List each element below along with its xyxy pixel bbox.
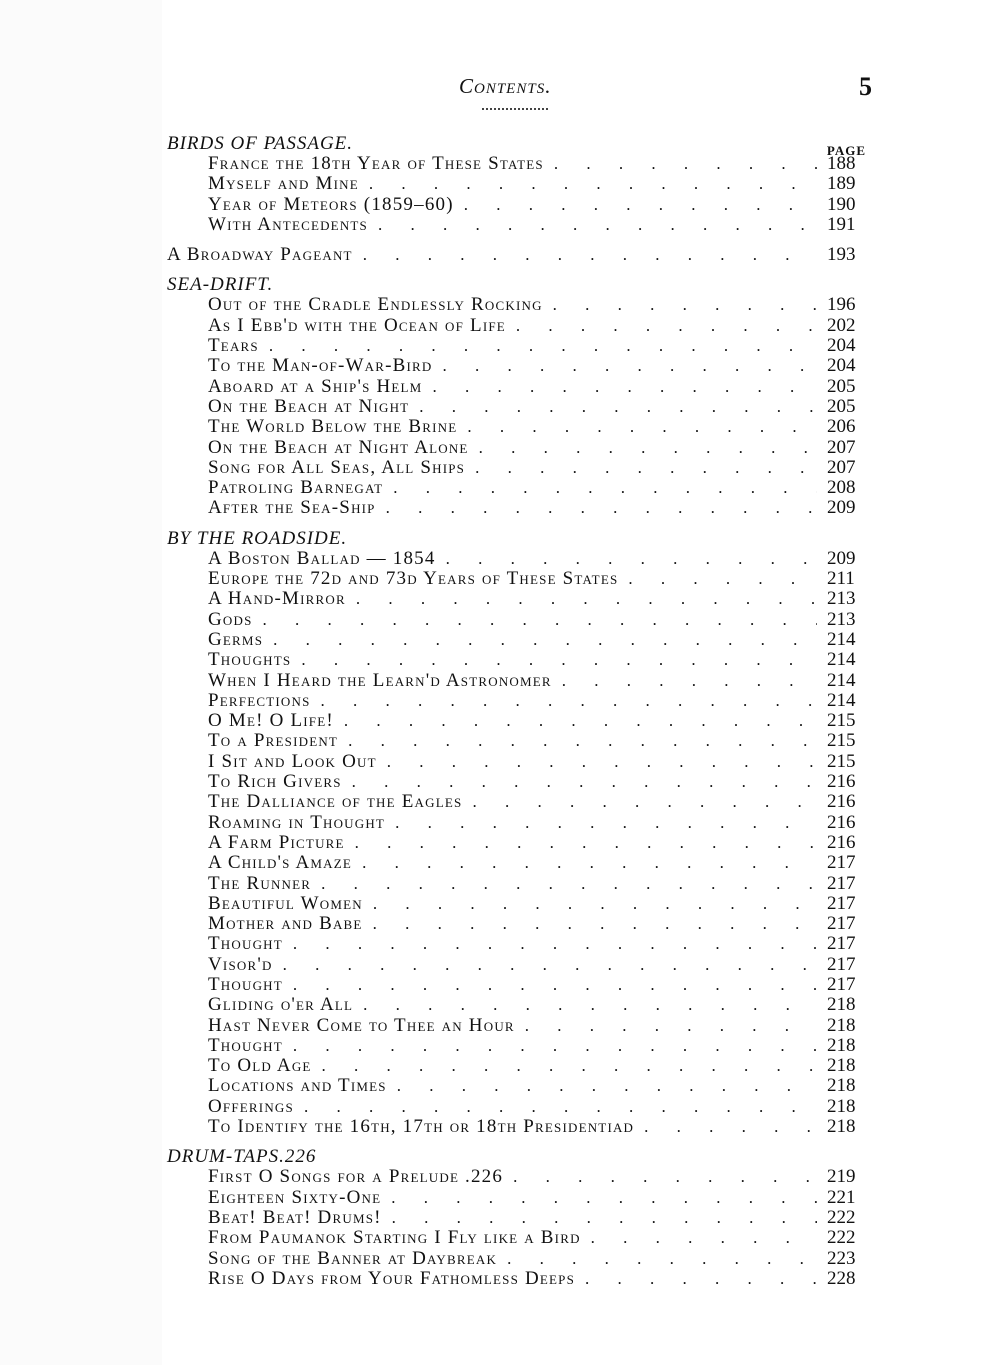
toc-entry [167, 792, 867, 812]
toc-entry [167, 711, 867, 731]
scan-margin [0, 0, 162, 1365]
dot-leader [513, 1167, 817, 1187]
entry-title: Gliding o'er All [208, 994, 354, 1016]
entry-title: Offerings [208, 1095, 294, 1117]
entry-page-number: 207 [827, 456, 856, 478]
entry-page-number: 211 [827, 568, 855, 590]
entry-title: Tears [208, 335, 259, 357]
entry-title: Beat! Beat! Drums! [208, 1206, 382, 1228]
entry-title: Song of the Banner at Daybreak [208, 1247, 498, 1269]
entry-title: Aboard at a Ship's Helm [208, 375, 423, 397]
dot-leader [591, 1228, 817, 1248]
toc-entry [167, 752, 867, 772]
dot-leader [293, 934, 817, 954]
entry-title: From Paumanok Starting I Fly like a Bird [208, 1227, 581, 1249]
toc-entry [167, 1056, 867, 1076]
entry-page-number: 217 [827, 953, 856, 975]
entry-page-number: 204 [827, 355, 856, 377]
entry-page-number: 217 [827, 913, 856, 935]
toc-entry [167, 1208, 867, 1228]
toc-entry [167, 1269, 867, 1289]
entry-page-number: 218 [827, 1034, 856, 1056]
entry-title: To Old Age [208, 1055, 312, 1077]
entry-title: After the Sea-Ship [208, 497, 376, 519]
toc-entry [167, 691, 867, 711]
toc-entry [167, 934, 867, 954]
entry-title: Perfections [208, 689, 311, 711]
entry-page-number: 205 [827, 395, 856, 417]
dot-leader [392, 1208, 817, 1228]
entry-page-number: 215 [827, 750, 856, 772]
entry-title: Germs [208, 628, 264, 650]
dot-leader [269, 336, 817, 356]
entry-title: The Dalliance of the Eagles [208, 791, 463, 813]
dot-leader [304, 1097, 817, 1117]
entry-title: A Boston Ballad — 1854 [208, 547, 436, 569]
entry-title: A Hand-Mirror [208, 588, 346, 610]
dot-leader [363, 995, 817, 1015]
entry-page-number: 217 [827, 872, 856, 894]
entry-page-number: 209 [827, 497, 856, 519]
entry-page-number: 222 [827, 1227, 856, 1249]
dot-leader [464, 195, 817, 215]
dot-leader [585, 1269, 817, 1289]
dot-leader [355, 833, 817, 853]
toc-entry [167, 1188, 867, 1208]
entry-title: Patroling Barnegat [208, 477, 384, 499]
toc-entry [167, 1016, 867, 1036]
toc-entry [167, 1097, 867, 1117]
page-number: 5 [859, 72, 872, 101]
entry-page-number: 214 [827, 669, 856, 691]
entry-page-number: 217 [827, 933, 856, 955]
section-heading: BIRDS OF PASSAGE. [167, 133, 354, 154]
entry-title: Beautiful Women [208, 892, 363, 914]
entry-title: Roaming in Thought [208, 811, 386, 833]
entry-title: To Identify the 16th, 17th or 18th Presidentiad [208, 1116, 635, 1138]
entry-page-number: 218 [827, 994, 856, 1016]
toc-entry [167, 914, 867, 934]
toc-entry [167, 1036, 867, 1056]
toc-entry [167, 731, 867, 751]
entry-title: Thought [208, 973, 283, 995]
dot-leader [348, 731, 817, 751]
entry-page-number: 213 [827, 608, 856, 630]
entry-page-number: 216 [827, 831, 856, 853]
entry-title: Myself and Mine [208, 173, 359, 195]
entry-page-number: 221 [827, 1186, 856, 1208]
section-heading: DRUM-TAPS.226 [167, 1146, 317, 1168]
entry-page-number: 217 [827, 973, 856, 995]
table-of-contents [167, 134, 867, 1289]
entry-page-number: 205 [827, 375, 856, 397]
entry-page-number: 208 [827, 477, 856, 499]
dot-leader [322, 1056, 817, 1076]
entry-page-number: 215 [827, 730, 856, 752]
entry-page-number: 213 [827, 588, 856, 610]
toc-entry [167, 174, 867, 194]
dot-leader [378, 215, 817, 235]
toc-entry [167, 671, 867, 691]
toc-entry [167, 894, 867, 914]
dot-leader [628, 569, 817, 589]
entry-page-number: 214 [827, 649, 856, 671]
toc-entry [167, 154, 867, 174]
toc-entry [167, 1117, 867, 1137]
toc-entry [167, 589, 867, 609]
toc-entry [167, 975, 867, 995]
entry-title: On the Beach at Night [208, 395, 410, 417]
entry-page-number: 218 [827, 1055, 856, 1077]
entry-page-number: 223 [827, 1247, 856, 1269]
dot-leader [397, 1076, 817, 1096]
entry-page-number: 209 [827, 547, 856, 569]
toc-entry [167, 478, 867, 498]
toc-entry [167, 245, 867, 265]
entry-title: Thoughts [208, 649, 292, 671]
entry-title: Locations and Times [208, 1075, 387, 1097]
entry-title: O Me! O Life! [208, 710, 334, 732]
toc-entry [167, 813, 867, 833]
entry-page-number: 207 [827, 436, 856, 458]
toc-entry [167, 650, 867, 670]
entry-page-number: 189 [827, 173, 856, 195]
entry-title: The Runner [208, 872, 312, 894]
dot-leader [507, 1249, 817, 1269]
dot-leader [293, 975, 817, 995]
entry-page-number: 190 [827, 193, 856, 215]
entry-title: On the Beach at Night Alone [208, 436, 469, 458]
toc-entry [167, 397, 867, 417]
dot-leader [553, 295, 817, 315]
dot-leader [387, 752, 817, 772]
entry-page-number: 193 [827, 244, 856, 266]
toc-entry [167, 610, 867, 630]
dot-leader [283, 955, 817, 975]
toc-entry [167, 1249, 867, 1269]
dot-leader [554, 154, 817, 174]
dot-leader [467, 417, 817, 437]
entry-title: A Broadway Pageant [167, 244, 353, 266]
dot-leader [373, 894, 817, 914]
entry-page-number: 228 [827, 1267, 856, 1289]
entry-page-number: 215 [827, 710, 856, 732]
entry-title: To the Man-of-War-Bird [208, 355, 433, 377]
entry-title: A Child's Amaze [208, 852, 353, 874]
section-heading: SEA-DRIFT. [167, 274, 274, 296]
toc-entry [167, 215, 867, 235]
entry-page-number: 218 [827, 1116, 856, 1138]
toc-entry [167, 569, 867, 589]
entry-title: Out of the Cradle Endlessly Rocking [208, 294, 543, 316]
dot-leader [321, 691, 818, 711]
dot-leader [273, 630, 817, 650]
entry-page-number: 216 [827, 811, 856, 833]
dot-leader [393, 478, 817, 498]
entry-page-number: 191 [827, 213, 856, 235]
toc-entry [167, 295, 867, 315]
entry-title: Gods [208, 608, 253, 630]
entry-title: To a President [208, 730, 339, 752]
dot-leader [344, 711, 817, 731]
entry-page-number: 214 [827, 628, 856, 650]
dot-leader [293, 1036, 817, 1056]
toc-entry [167, 458, 867, 478]
page-title: Contents. [459, 74, 552, 98]
toc-entry [167, 853, 867, 873]
dot-leader [475, 458, 817, 478]
toc-entry [167, 772, 867, 792]
entry-title: To Rich Givers [208, 771, 342, 793]
dot-leader [443, 356, 818, 376]
header-ornament-rule [482, 108, 548, 110]
entry-title: Thought [208, 933, 283, 955]
dot-leader [263, 610, 817, 630]
dot-leader [352, 772, 817, 792]
page-header [162, 74, 872, 104]
entry-page-number: 218 [827, 1095, 856, 1117]
entry-page-number: 216 [827, 791, 856, 813]
dot-leader [386, 498, 817, 518]
entry-title: Thought [208, 1034, 283, 1056]
toc-entry [167, 356, 867, 376]
entry-title: Rise O Days from Your Fathomless Deeps [208, 1267, 576, 1289]
entry-page-number: 216 [827, 771, 856, 793]
dot-leader [369, 174, 817, 194]
entry-title: Visor'd [208, 953, 273, 975]
toc-entry [167, 549, 867, 569]
toc-entry [167, 995, 867, 1015]
dot-leader [479, 438, 817, 458]
toc-entry [167, 377, 867, 397]
toc-entry [167, 630, 867, 650]
dot-leader [432, 377, 817, 397]
entry-title: When I Heard the Learn'd Astronomer [208, 669, 552, 691]
dot-leader [446, 549, 817, 569]
entry-title: I Sit and Look Out [208, 750, 377, 772]
page-column-label: PAGE [826, 143, 866, 158]
entry-title: Hast Never Come to Thee an Hour [208, 1014, 515, 1036]
entry-page-number: 204 [827, 335, 856, 357]
dot-leader [644, 1117, 817, 1137]
toc-entry [167, 316, 867, 336]
entry-page-number: 219 [827, 1166, 856, 1188]
entry-page-number: 188 [827, 153, 856, 174]
toc-entry [167, 833, 867, 853]
entry-title: Europe the 72d and 73d Years of These States [208, 568, 619, 590]
toc-entry [167, 336, 867, 356]
entry-title: Mother and Babe [208, 913, 363, 935]
entry-page-number: 217 [827, 892, 856, 914]
dot-leader [525, 1016, 817, 1036]
entry-page-number: 214 [827, 689, 856, 711]
toc-entry [167, 498, 867, 518]
dot-leader [391, 1188, 817, 1208]
entry-page-number: 218 [827, 1075, 856, 1097]
toc-entry [167, 874, 867, 894]
dot-leader [301, 650, 817, 670]
dot-leader [321, 874, 817, 894]
dot-leader [373, 914, 817, 934]
entry-page-number: 202 [827, 314, 856, 336]
dot-leader [362, 853, 817, 873]
dot-leader [356, 589, 817, 609]
entry-page-number: 206 [827, 416, 856, 438]
toc-entry [167, 1076, 867, 1096]
toc-entry [167, 955, 867, 975]
toc-entry [167, 1228, 867, 1248]
dot-leader [516, 316, 817, 336]
dot-leader [419, 397, 817, 417]
entry-page-number: 196 [827, 294, 856, 316]
entry-title: Eighteen Sixty-One [208, 1186, 382, 1208]
toc-entry [167, 1167, 867, 1187]
entry-title: The World Below the Brine [208, 416, 458, 438]
entry-title: Year of Meteors (1859–60) [208, 193, 454, 215]
entry-title: A Farm Picture [208, 831, 345, 853]
dot-leader [472, 792, 817, 812]
section-heading: BY THE ROADSIDE. [167, 527, 348, 549]
toc-entry [167, 195, 867, 215]
entry-page-number: 222 [827, 1206, 856, 1228]
dot-leader [395, 813, 817, 833]
entry-page-number: 217 [827, 852, 856, 874]
entry-title: Song for All Seas, All Ships [208, 456, 466, 478]
entry-title: First O Songs for a Prelude .226 [208, 1166, 504, 1188]
entry-title: As I Ebb'd with the Ocean of Life [208, 314, 506, 336]
dot-leader [562, 671, 817, 691]
entry-title: With Antecedents [208, 213, 368, 235]
toc-entry [167, 438, 867, 458]
entry-title: France the 18th Year of These States [208, 153, 544, 174]
entry-page-number: 218 [827, 1014, 856, 1036]
dot-leader [363, 245, 817, 265]
toc-entry [167, 417, 867, 437]
